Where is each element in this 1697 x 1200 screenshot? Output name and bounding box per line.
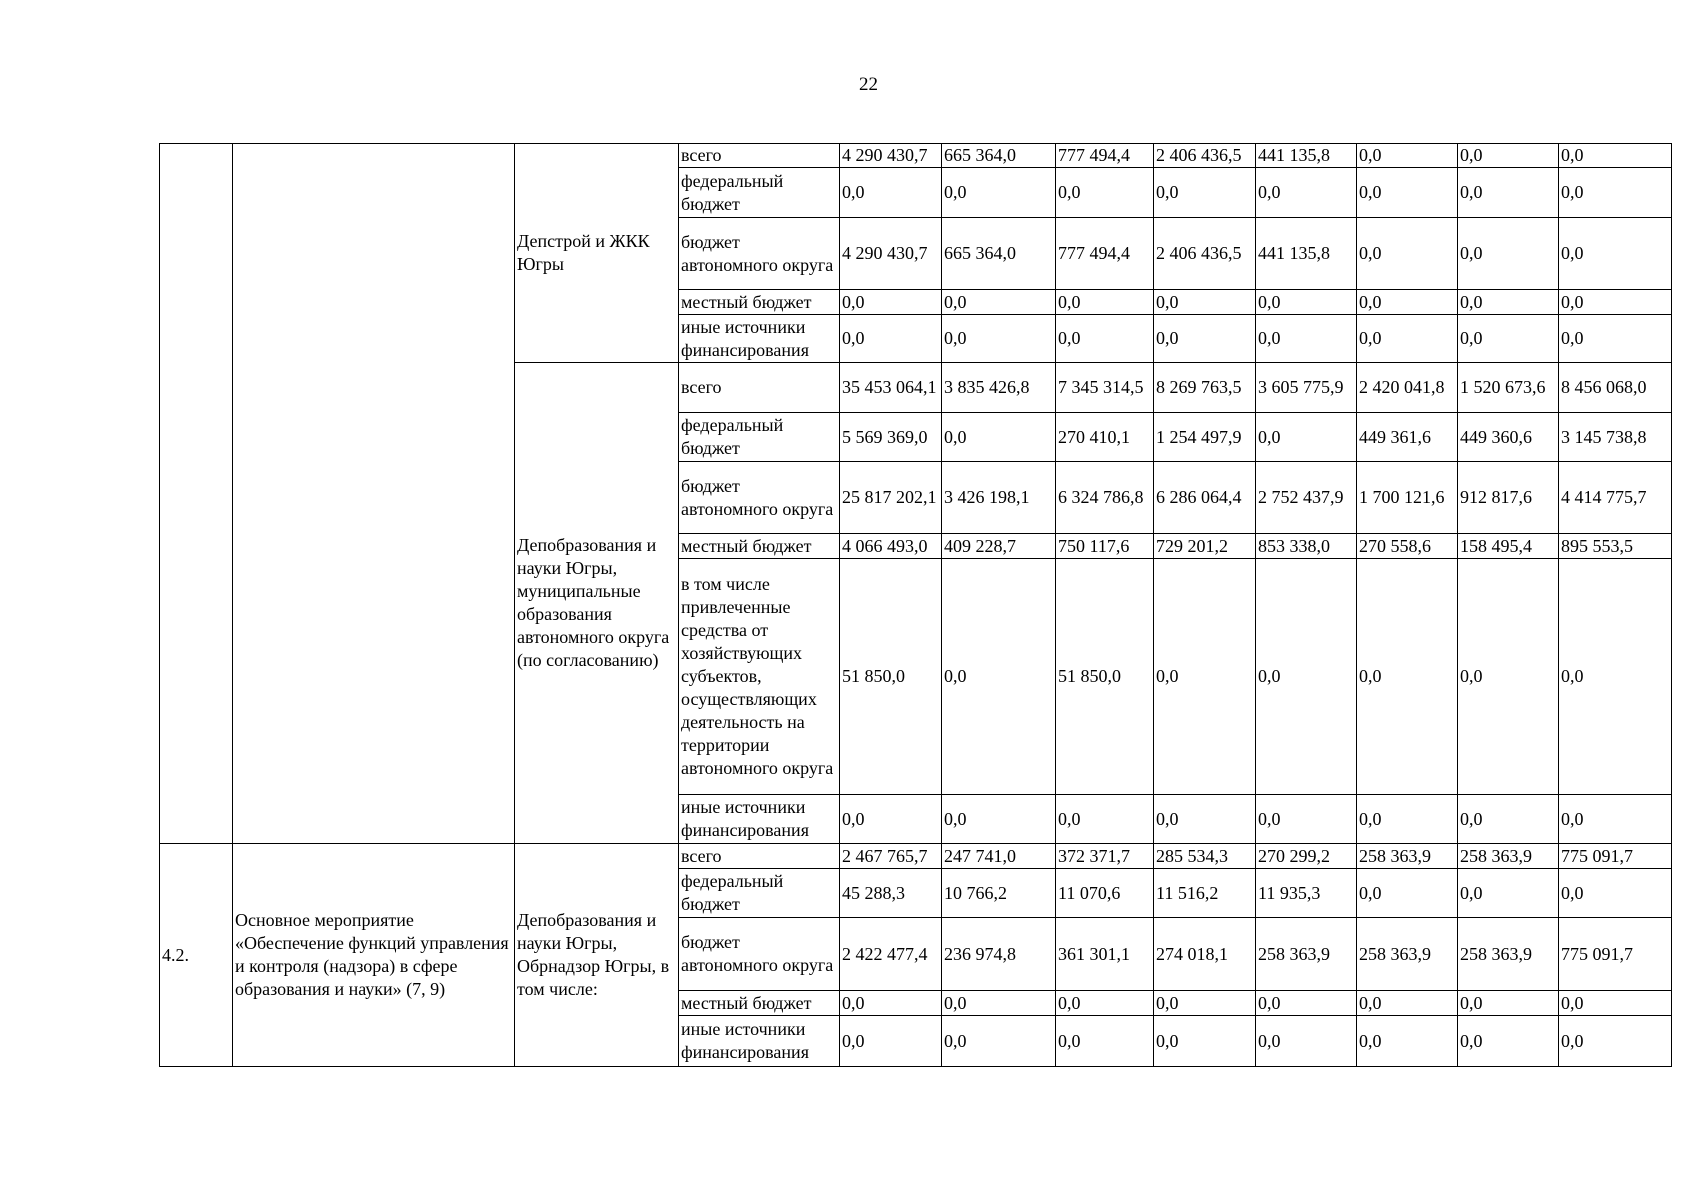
main-event-name: [233, 144, 515, 844]
amount-cell: 0,0: [1357, 168, 1458, 218]
amount-cell: 0,0: [1357, 559, 1458, 795]
amount-cell: 11 070,6: [1056, 869, 1154, 918]
amount-cell: 0,0: [942, 559, 1056, 795]
amount-cell: 258 363,9: [1357, 918, 1458, 991]
amount-cell: 236 974,8: [942, 918, 1056, 991]
amount-cell: 0,0: [1256, 991, 1357, 1016]
amount-cell: 0,0: [1458, 869, 1559, 918]
amount-cell: 0,0: [1357, 315, 1458, 363]
amount-cell: 0,0: [1559, 290, 1672, 315]
responsible-executor: Депобразования и науки Югры, муниципальные образования автономного округа (по согласованию): [515, 363, 679, 844]
amount-cell: 0,0: [942, 413, 1056, 462]
amount-cell: 0,0: [942, 991, 1056, 1016]
amount-cell: 2 752 437,9: [1256, 462, 1357, 534]
amount-cell: 0,0: [1256, 413, 1357, 462]
amount-cell: 912 817,6: [1458, 462, 1559, 534]
amount-cell: 0,0: [1559, 218, 1672, 290]
funding-source: всего: [679, 844, 840, 869]
amount-cell: 0,0: [1357, 218, 1458, 290]
amount-cell: 0,0: [1559, 144, 1672, 168]
amount-cell: 25 817 202,1: [840, 462, 942, 534]
funding-source: бюджет автономного округа: [679, 218, 840, 290]
amount-cell: 0,0: [1458, 218, 1559, 290]
amount-cell: 0,0: [1154, 315, 1256, 363]
amount-cell: 777 494,4: [1056, 144, 1154, 168]
amount-cell: 2 467 765,7: [840, 844, 942, 869]
amount-cell: 4 066 493,0: [840, 534, 942, 559]
amount-cell: 775 091,7: [1559, 918, 1672, 991]
amount-cell: 0,0: [942, 1016, 1056, 1067]
amount-cell: 0,0: [1458, 1016, 1559, 1067]
amount-cell: 45 288,3: [840, 869, 942, 918]
amount-cell: 5 569 369,0: [840, 413, 942, 462]
funding-source: всего: [679, 363, 840, 413]
amount-cell: 0,0: [840, 168, 942, 218]
funding-source: местный бюджет: [679, 290, 840, 315]
amount-cell: 2 406 436,5: [1154, 218, 1256, 290]
amount-cell: 449 361,6: [1357, 413, 1458, 462]
amount-cell: 1 254 497,9: [1154, 413, 1256, 462]
amount-cell: 35 453 064,1: [840, 363, 942, 413]
amount-cell: 8 456 068,0: [1559, 363, 1672, 413]
funding-source: всего: [679, 144, 840, 168]
amount-cell: 258 363,9: [1357, 844, 1458, 869]
amount-cell: 0,0: [1256, 168, 1357, 218]
item-number: 4.2.: [160, 844, 233, 1067]
funding-source: в том числе привлеченные средства от хозяйствующих субъектов, осуществляющих деятельность на территории автономного округа: [679, 559, 840, 795]
amount-cell: 0,0: [1154, 168, 1256, 218]
table-row: [160, 844, 1672, 869]
amount-cell: 0,0: [1458, 290, 1559, 315]
amount-cell: 0,0: [1357, 1016, 1458, 1067]
amount-cell: 2 422 477,4: [840, 918, 942, 991]
amount-cell: 8 269 763,5: [1154, 363, 1256, 413]
amount-cell: 3 605 775,9: [1256, 363, 1357, 413]
amount-cell: 0,0: [1056, 1016, 1154, 1067]
table-row: [160, 144, 1672, 168]
amount-cell: 750 117,6: [1056, 534, 1154, 559]
amount-cell: 0,0: [1256, 315, 1357, 363]
funding-source: иные источники финансирования: [679, 795, 840, 844]
amount-cell: 7 345 314,5: [1056, 363, 1154, 413]
amount-cell: 285 534,3: [1154, 844, 1256, 869]
funding-source: местный бюджет: [679, 991, 840, 1016]
amount-cell: 158 495,4: [1458, 534, 1559, 559]
amount-cell: 372 371,7: [1056, 844, 1154, 869]
amount-cell: 729 201,2: [1154, 534, 1256, 559]
amount-cell: 4 414 775,7: [1559, 462, 1672, 534]
amount-cell: 0,0: [1458, 144, 1559, 168]
amount-cell: 0,0: [840, 1016, 942, 1067]
amount-cell: 258 363,9: [1256, 918, 1357, 991]
funding-source: бюджет автономного округа: [679, 462, 840, 534]
amount-cell: 4 290 430,7: [840, 218, 942, 290]
amount-cell: 0,0: [1357, 290, 1458, 315]
amount-cell: 0,0: [1458, 168, 1559, 218]
amount-cell: 0,0: [1154, 290, 1256, 315]
funding-source: бюджет автономного округа: [679, 918, 840, 991]
amount-cell: 0,0: [942, 168, 1056, 218]
amount-cell: 409 228,7: [942, 534, 1056, 559]
amount-cell: 0,0: [942, 315, 1056, 363]
main-event-name: Основное мероприятие «Обеспечение функций управления и контроля (надзора) в сфере образования и науки» (7, 9): [233, 844, 515, 1067]
amount-cell: 11 935,3: [1256, 869, 1357, 918]
amount-cell: 11 516,2: [1154, 869, 1256, 918]
responsible-executor: Депобразования и науки Югры, Обрнадзор Югры, в том числе:: [515, 844, 679, 1067]
funding-source: иные источники финансирования: [679, 1016, 840, 1067]
responsible-executor: Депстрой и ЖКК Югры: [515, 144, 679, 363]
amount-cell: 3 145 738,8: [1559, 413, 1672, 462]
amount-cell: 0,0: [1256, 290, 1357, 315]
amount-cell: 2 406 436,5: [1154, 144, 1256, 168]
funding-source: федеральный бюджет: [679, 869, 840, 918]
amount-cell: 247 741,0: [942, 844, 1056, 869]
amount-cell: 0,0: [1458, 315, 1559, 363]
amount-cell: 51 850,0: [840, 559, 942, 795]
amount-cell: 258 363,9: [1458, 918, 1559, 991]
amount-cell: 441 135,8: [1256, 218, 1357, 290]
amount-cell: 0,0: [942, 795, 1056, 844]
funding-source: местный бюджет: [679, 534, 840, 559]
amount-cell: 0,0: [1056, 315, 1154, 363]
amount-cell: 0,0: [1256, 1016, 1357, 1067]
amount-cell: 0,0: [1458, 559, 1559, 795]
amount-cell: 2 420 041,8: [1357, 363, 1458, 413]
amount-cell: 51 850,0: [1056, 559, 1154, 795]
funding-source: федеральный бюджет: [679, 413, 840, 462]
amount-cell: 0,0: [1154, 991, 1256, 1016]
amount-cell: 0,0: [942, 290, 1056, 315]
amount-cell: 0,0: [1154, 795, 1256, 844]
amount-cell: 0,0: [1154, 1016, 1256, 1067]
amount-cell: 0,0: [1559, 869, 1672, 918]
budget-table: [159, 143, 1672, 1067]
amount-cell: 0,0: [1559, 795, 1672, 844]
amount-cell: 775 091,7: [1559, 844, 1672, 869]
amount-cell: 441 135,8: [1256, 144, 1357, 168]
funding-source: иные источники финансирования: [679, 315, 840, 363]
amount-cell: 270 299,2: [1256, 844, 1357, 869]
amount-cell: 0,0: [1056, 168, 1154, 218]
amount-cell: 895 553,5: [1559, 534, 1672, 559]
amount-cell: 6 286 064,4: [1154, 462, 1256, 534]
amount-cell: 274 018,1: [1154, 918, 1256, 991]
amount-cell: 0,0: [1559, 315, 1672, 363]
amount-cell: 6 324 786,8: [1056, 462, 1154, 534]
amount-cell: 0,0: [1256, 795, 1357, 844]
amount-cell: 1 700 121,6: [1357, 462, 1458, 534]
amount-cell: 10 766,2: [942, 869, 1056, 918]
amount-cell: 3 835 426,8: [942, 363, 1056, 413]
amount-cell: 0,0: [1559, 991, 1672, 1016]
amount-cell: 0,0: [1056, 795, 1154, 844]
amount-cell: 0,0: [1357, 795, 1458, 844]
amount-cell: 0,0: [1559, 559, 1672, 795]
funding-source: федеральный бюджет: [679, 168, 840, 218]
amount-cell: 258 363,9: [1458, 844, 1559, 869]
amount-cell: 777 494,4: [1056, 218, 1154, 290]
amount-cell: 0,0: [1056, 290, 1154, 315]
amount-cell: 0,0: [840, 315, 942, 363]
amount-cell: 0,0: [1357, 869, 1458, 918]
amount-cell: 0,0: [1357, 991, 1458, 1016]
amount-cell: 0,0: [1559, 1016, 1672, 1067]
amount-cell: 270 410,1: [1056, 413, 1154, 462]
amount-cell: 0,0: [1559, 168, 1672, 218]
amount-cell: 0,0: [1458, 991, 1559, 1016]
item-number: [160, 144, 233, 844]
amount-cell: 0,0: [1154, 559, 1256, 795]
amount-cell: 0,0: [1256, 559, 1357, 795]
amount-cell: 270 558,6: [1357, 534, 1458, 559]
amount-cell: 0,0: [1458, 795, 1559, 844]
amount-cell: 0,0: [1056, 991, 1154, 1016]
amount-cell: 0,0: [840, 290, 942, 315]
amount-cell: 1 520 673,6: [1458, 363, 1559, 413]
amount-cell: 0,0: [840, 795, 942, 844]
amount-cell: 0,0: [840, 991, 942, 1016]
amount-cell: 853 338,0: [1256, 534, 1357, 559]
amount-cell: 3 426 198,1: [942, 462, 1056, 534]
amount-cell: 0,0: [1357, 144, 1458, 168]
amount-cell: 449 360,6: [1458, 413, 1559, 462]
amount-cell: 361 301,1: [1056, 918, 1154, 991]
amount-cell: 665 364,0: [942, 144, 1056, 168]
page-number: 22: [859, 74, 878, 95]
amount-cell: 4 290 430,7: [840, 144, 942, 168]
amount-cell: 665 364,0: [942, 218, 1056, 290]
